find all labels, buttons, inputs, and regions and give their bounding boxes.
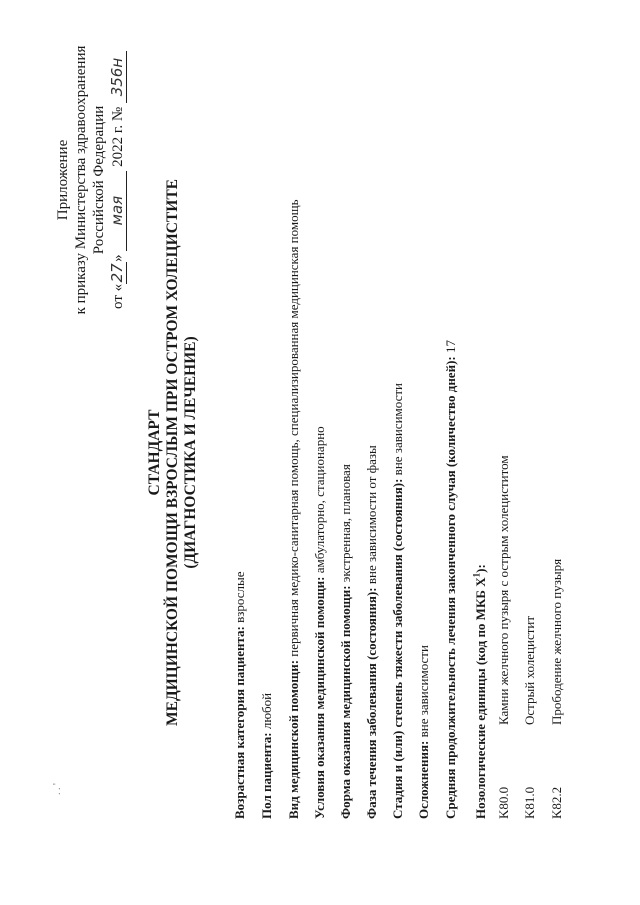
field-treatment-duration: Средняя продолжительность лечения законченного случая (количество дней): 17 — [443, 340, 458, 819]
date-year: 2022 г. № — [110, 106, 126, 167]
code-desc: Острый холецистит — [522, 615, 537, 725]
title-main: МЕДИЦИНСКОЙ ПОМОЩИ ВЗРОСЛЫМ ПРИ ОСТРОМ ХОЛЕЦИСТИТЕ — [164, 179, 181, 726]
field-care-type: Вид медицинской помощи: первичная медико-санитарная помощь, специализированная медицинская помощь — [286, 199, 301, 819]
date-prefix: от « — [110, 283, 126, 309]
code-row-k822 — [549, 558, 565, 819]
code: K81.0 — [522, 786, 537, 819]
order-number: 356н — [108, 51, 127, 103]
code: K82.2 — [549, 786, 564, 819]
code-row-k810 — [522, 615, 538, 819]
appendix-title: Приложение — [55, 139, 71, 221]
code-row-k800 — [496, 455, 512, 819]
document-title — [146, 0, 200, 905]
date-mid: » — [110, 254, 126, 262]
appendix-order: к приказу Министерства здравоохранения — [73, 45, 89, 315]
field-care-form: Форма оказания медицинской помощи: экстренная, плановая — [338, 464, 353, 819]
scan-marks: . . ' — [52, 783, 63, 795]
field-sex: Пол пациента: любой — [259, 692, 274, 819]
title-sub: (ДИАГНОСТИКА И ЛЕЧЕНИЕ) — [182, 336, 199, 569]
code: K80.0 — [496, 786, 511, 819]
field-disease-stage: Стадия и (или) степень тяжести заболевания (состояния): вне зависимости — [390, 383, 405, 819]
date-month: мая — [108, 171, 127, 251]
field-age: Возрастная категория пациента: взрослые — [232, 571, 247, 819]
field-complications: Осложнения: вне зависимости — [416, 645, 431, 819]
date-day: 27 — [108, 263, 126, 283]
code-desc: Камни желчного пузыря с острым холециститом — [496, 455, 511, 725]
field-disease-phase: Фаза течения заболевания (состояния): вне зависимости от фазы — [364, 445, 379, 819]
nosology-header: Нозологические единицы (код по МКБ $X^1$): — [472, 564, 489, 819]
appendix-date-line — [108, 15, 127, 345]
code-desc: Прободение желчного пузыря — [549, 558, 564, 725]
appendix-block — [54, 15, 127, 345]
appendix-ministry: Российской Федерации — [91, 105, 107, 255]
title-standard: СТАНДАРТ — [146, 409, 163, 496]
field-care-conditions: Условия оказания медицинской помощи: амбулаторно, стационарно — [312, 426, 327, 819]
